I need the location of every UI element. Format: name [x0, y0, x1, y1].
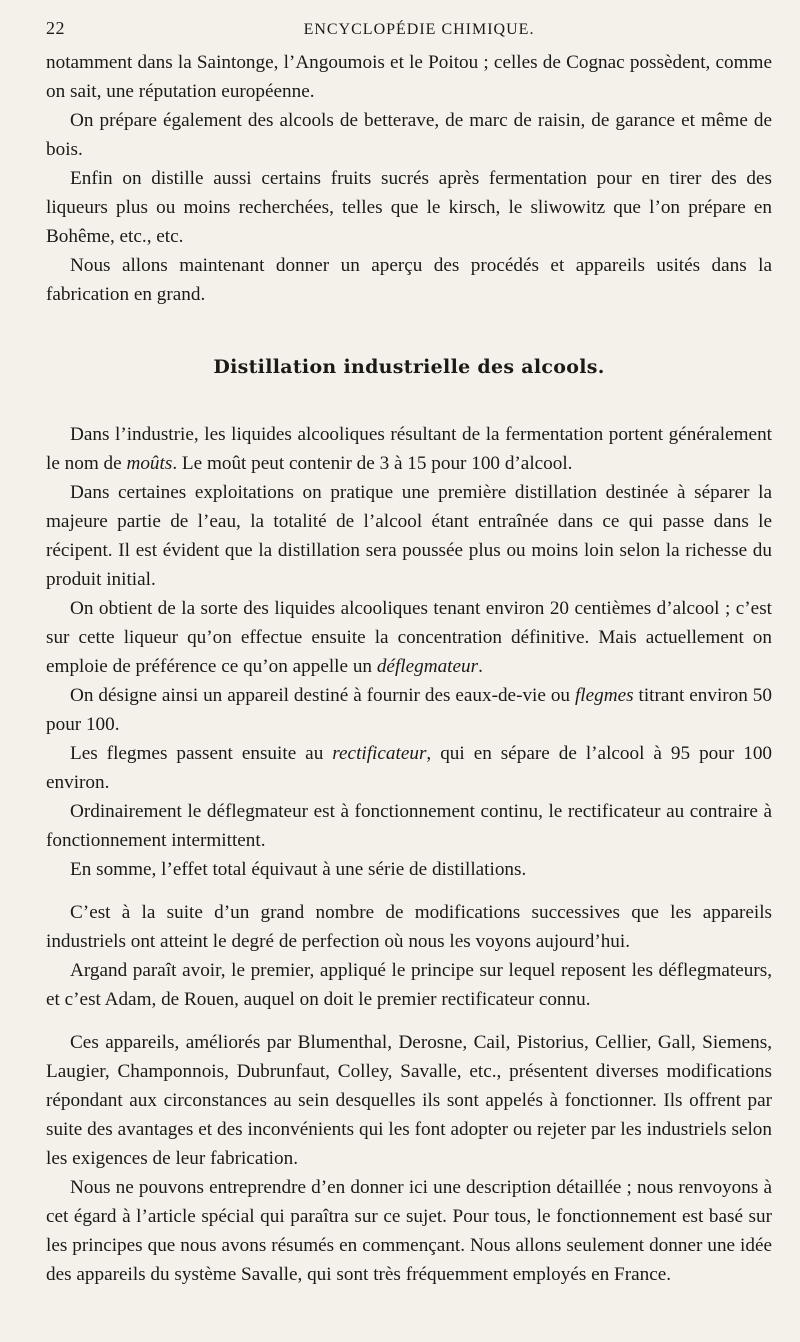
paragraph: En somme, l’effet total équivaut à une série de distillations. — [70, 859, 527, 880]
running-title: ENCYCLOPÉDIE CHIMIQUE. — [303, 21, 535, 38]
paragraph: Les flegmes passent ensuite au rectificateur, qui en sépare de l’alcool à 95 pour 100 environ. — [46, 743, 773, 793]
emphasis: rectificateur — [332, 743, 427, 764]
paragraph: On prépare également des alcools de betterave, de marc de raisin, de garance et même de bois. — [46, 110, 772, 160]
emphasis: déflegmateur — [376, 656, 479, 677]
paragraph: On obtient de la sorte des liquides alcooliques tenant environ 20 centièmes d’alcool ; c’est sur cette liqueur qu’on effectue ensuite la concentration définitive. Mais actuellement on emploie de préférence ce qu’on appelle un déflegmateur. — [46, 598, 772, 677]
paragraph: C’est à la suite d’un grand nombre de modifications successives que les appareils industriels ont atteint le degré de perfection où nous les voyons aujourd’hui. — [46, 902, 772, 952]
paragraph: Nous allons maintenant donner un aperçu des procédés et appareils usités dans la fabrication en grand. — [46, 255, 772, 305]
paragraph: Enfin on distille aussi certains fruits sucrés après fermentation pour en tirer des des liqueurs plus ou moins recherchées, telles que le kirsch, le sliwowitz que l’on prépare en Bohême, etc., etc. — [46, 168, 772, 247]
paragraph: Dans l’industrie, les liquides alcooliques résultant de la fermentation portent généralement le nom de moûts. Le moût peut contenir de 3 à 15 pour 100 d’alcool. — [46, 424, 772, 474]
emphasis: flegmes — [574, 685, 634, 706]
paragraph: Argand paraît avoir, le premier, appliqué le principe sur lequel reposent les déflegmateurs, et c’est Adam, de Rouen, auquel on doit le premier rectificateur connu. — [46, 960, 772, 1010]
paragraph: On désigne ainsi un appareil destiné à fournir des eaux-de-vie ou flegmes titrant environ 50 pour 100. — [46, 685, 772, 735]
paragraph: Dans certaines exploitations on pratique une première distillation destinée à séparer la majeure partie de l’eau, la totalité de l’alcool étant entraînée dans ce qui passe dans le récipent. Il est évident que la distillation sera poussée plus ou moins loin selon la richesse du produit initial. — [46, 482, 772, 590]
section-title: Distillation industrielle des alcools. — [213, 356, 605, 378]
paragraph: Ordinairement le déflegmateur est à fonctionnement continu, le rectificateur au contraire à fonctionnement intermittent. — [46, 801, 772, 851]
page-number: 22 — [46, 18, 65, 38]
text-body — [46, 48, 772, 1289]
emphasis: moûts — [126, 453, 173, 474]
spacer — [46, 1014, 772, 1028]
page-header — [46, 18, 772, 48]
paragraph: notamment dans la Saintonge, l’Angoumois et le Poitou ; celles de Cognac possèdent, comme on sait, une réputation européenne. — [46, 52, 772, 102]
paragraph: Ces appareils, améliorés par Blumenthal, Derosne, Cail, Pistorius, Cellier, Gall, Siemens, Laugier, Champonnois, Dubrunfaut, Colley, Savalle, etc., présentent diverses modifications répondant aux circonstances au sein desquelles ils sont appelés à fonctionner. Ils offrent par suite des avantages et des inconvénients qui les font adopter ou rejeter par les industriels selon les exigences de leur fabrication. — [46, 1032, 772, 1169]
paragraph: Nous ne pouvons entreprendre d’en donner ici une description détaillée ; nous renvoyons à cet égard à l’article spécial qui paraîtra sur ce sujet. Pour tous, le fonctionnement est basé sur les principes que nous avons résumés en commençant. Nous allons seulement donner une idée des appareils du système Savalle, qui sont très fréquemment employés en France. — [46, 1177, 772, 1285]
spacer — [46, 884, 772, 898]
